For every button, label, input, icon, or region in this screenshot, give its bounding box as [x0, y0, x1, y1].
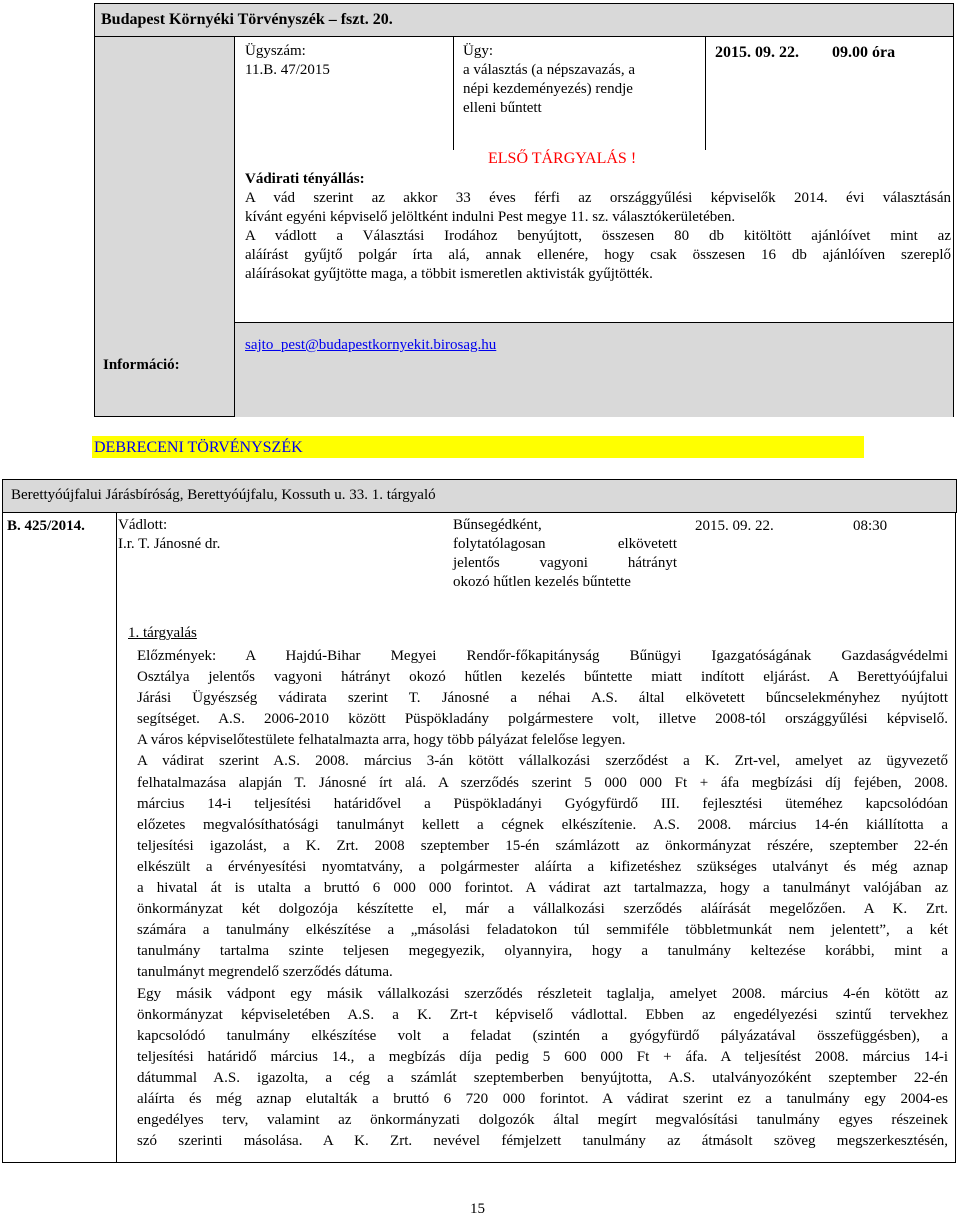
hearing-time-2: 08:30 [853, 518, 888, 534]
body-line: számára a tanulmány elkészítése a „másolási feladatokon túl semmiféle többletmunkát nem jelentett”, a két [137, 922, 948, 939]
defendant-block [118, 516, 220, 554]
facts-line: kívánt egyéni képviselő jelöltként indulni Pest megye 11. sz. választókerületében. [245, 209, 736, 225]
body-line: engedélyes terv, valamint az önkormányzati dolgozók által megírt megvalósítási tanulmány egyes részeinek [137, 1112, 948, 1129]
left-label-column [95, 37, 235, 416]
hearing-title: ELSŐ TÁRGYALÁS ! [488, 150, 637, 167]
court-banner [92, 436, 864, 458]
facts-block [245, 170, 951, 284]
case-table-1 [94, 3, 954, 417]
facts-label: Vádirati tényállás: [245, 171, 365, 187]
case-number-2: B. 425/2014. [7, 518, 85, 534]
court-location: Budapest Környéki Törvényszék – fszt. 20. [101, 11, 393, 28]
subject-block [463, 42, 699, 118]
body-line: teljesítési határidő március 14., a megbízás díja pedig 5 600 000 Ft + áfa. A teljesítést 2008. március 14-i [137, 1048, 948, 1065]
subject-line: elleni bűntett [463, 100, 542, 116]
body-line: elkészült a érvényesítési nyomtatvány, a polgármester aláírta a kifizetéshez szükséges utalványt és még aznap [137, 858, 948, 875]
body-line: aláírta és még aznap elutalták a bruttó 6 720 000 forintot. A vádirat szerint ez a tanulmány egy 2004-es [137, 1090, 948, 1107]
case-number: 11.B. 47/2015 [245, 62, 330, 78]
hearing-label-2: 1. tárgyalás [128, 625, 197, 641]
body-line: felhatalmazása alapján T. Jánosné írt alá. A szerződés szerint 5 000 000 Ft + áfa megbízási díj fejében, 2008. [137, 774, 948, 791]
info-label: Információ: [103, 357, 180, 373]
facts-line: A vád szerint az akkor 33 éves férfi az országgyűlési képviselők 2014. évi választásán [245, 190, 951, 206]
body-line: önkormányzat képviseletében A.S. a K. Zrt-t képviselő vádlottal. Ebben az engedélyezési szintű tervekhez [137, 1006, 948, 1023]
facts-line: aláírásokat gyűjtötte maga, a többit ismeretlen aktivisták gyűjtötték. [245, 266, 653, 282]
charge-line: Bűnsegédként, [453, 517, 542, 533]
email-link[interactable]: sajto_pest@budapestkornyekit.birosag.hu [245, 337, 497, 353]
defendant-label: Vádlott: [118, 517, 168, 533]
body-line: Előzmények: A Hajdú-Bihar Megyei Rendőr-főkapitányság Bűnügyi Igazgatóságának Gazdaságvédelmi [137, 648, 948, 664]
left-column-2 [2, 512, 117, 1163]
charge-line: folytatólagosan elkövetett [453, 536, 677, 552]
hearing-date-2: 2015. 09. 22. [695, 518, 774, 534]
body-line: önkormányzat két dolgozója készítette el, már a vállalkozási szerződés aláírását megelőzően. A K. Zrt. [137, 901, 948, 918]
page-number: 15 [470, 1201, 485, 1217]
case-number-block [245, 42, 330, 80]
body-line: A város képviselőtestülete felhatalmazta arra, hogy több pályázat felelőse legyen. [137, 732, 626, 749]
body-line: teljesítési igazolást, a K. Zrt. 2008 szeptember 15-én számlázott az önkormányzat részére, szeptember 22-én [137, 837, 948, 854]
subject-line: népi kezdeményezés) rendje [463, 81, 633, 97]
subject-line: a választás (a népszavazás, a [463, 62, 635, 78]
body-line: előzetes megvalósíthatósági tanulmányt kellett a cégnek elkészítenie. A.S. 2008. március 14-én kiállította a [137, 816, 948, 833]
charge-block [453, 516, 677, 592]
charge-line: jelentős vagyoni hátrányt [453, 555, 677, 571]
body-line: szó szerinti másolása. A K. Zrt. nevével fémjelzett tanulmány az átmásolt szöveg megszerkesztésén, [137, 1133, 948, 1150]
case-description [137, 646, 948, 1152]
court-header-row-2 [2, 479, 957, 513]
body-line: tanulmány tartalma szinte teljesen megegyezik, olyannyira, hogy a tanulmány keltezése korábbi, mint a [137, 943, 948, 960]
facts-line: aláírást gyűjtő polgár írta alá, annak ellenére, hogy csak összesen 16 db ajánlóíven szereplő [245, 247, 951, 263]
court-banner-text: DEBRECENI TÖRVÉNYSZÉK [94, 439, 303, 456]
subject-label: Ügy: [463, 43, 493, 59]
body-line: Járási Ügyészség vádirata szerint T. Jánosné a néhai A.S. által elkövetett bűncselekményhez nyújtott [137, 690, 948, 707]
facts-line: A vádlott a Választási Irodához benyújtott, összesen 80 db kitöltött ajánlóívet mint az [245, 228, 951, 244]
body-line: A vádirat szerint A.S. 2008. március 3-án kötött vállalkozási szerződést a K. Zrt-vel, amelyet az ügyvezető [137, 753, 948, 770]
hearing-time: 09.00 óra [832, 44, 896, 61]
case-body-2 [116, 512, 956, 1163]
charge-line: okozó hűtlen kezelés bűntette [453, 574, 631, 590]
body-line: március 14-i teljesítési határidővel a Püspökladányi Gyógyfürdő III. fejlesztési üteméhez kapcsolódóan [137, 795, 948, 812]
body-line: Egy másik vádpont egy másik vállalkozási szerződés részleteit taglalja, amelyet 2008. március 4-én kötött az [137, 985, 948, 1002]
body-line: segítséget. A.S. 2006-2010 között Püspökladány polgármestere volt, illetve 2008-tól országgyűlési képviselő. [137, 711, 948, 728]
body-line: kapcsolódó tanulmány elkészítése volt a feladat (szintén a gyógyfürdő pályázatával összefüggésben), a [137, 1027, 948, 1044]
divider [453, 37, 454, 150]
court-header-row [95, 4, 953, 37]
info-cell [235, 322, 953, 417]
body-line: a hivatal át is utalta a bruttó 6 000 000 forintot. A vádirat azt tartalmazza, hogy a tanulmányt valójában az [137, 880, 948, 897]
defendant-name: I.r. T. Jánosné dr. [118, 536, 221, 552]
body-line: tanulmányt megrendelő szerződés dátuma. [137, 964, 393, 981]
divider [705, 37, 706, 150]
hearing-date: 2015. 09. 22. [715, 44, 799, 61]
body-line: dátummal A.S. igazolta, a cég a számlát szeptemberben benyújtotta, A.S. utalványozóként szeptember 22-én [137, 1069, 948, 1086]
body-line: Osztálya jelentős vagyoni hátrányt okozó hűtlen kezelés bűntette miatt indított eljárást. A Berettyóújfalui [137, 669, 948, 686]
court-location-2: Berettyóújfalui Járásbíróság, Berettyóújfalu, Kossuth u. 33. 1. tárgyaló [11, 487, 436, 503]
case-number-label: Ügyszám: [245, 43, 306, 59]
